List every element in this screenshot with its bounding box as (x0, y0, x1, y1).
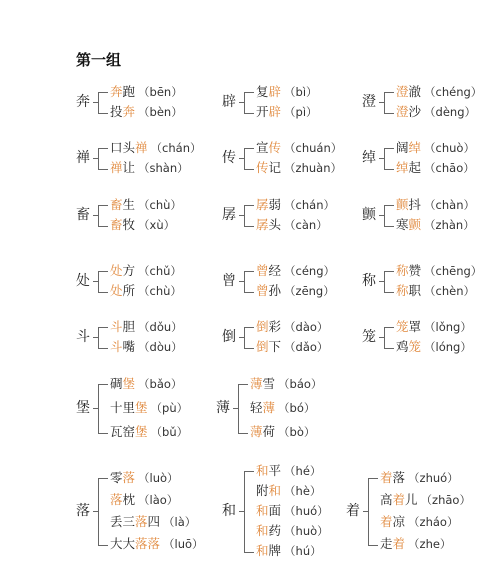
head-character: 孱 (222, 207, 236, 223)
polyphone-word (396, 160, 475, 176)
highlighted-character: 落 (122, 470, 136, 485)
word-suffix: 弱 (268, 197, 282, 212)
highlighted-character: 笼 (408, 339, 422, 354)
highlighted-character: 禅 (135, 140, 148, 155)
brace (244, 327, 254, 349)
polyphone-word (396, 319, 472, 335)
pinyin: （zhe） (408, 537, 452, 551)
brace (244, 205, 254, 227)
word-prefix: 投 (110, 104, 123, 119)
pinyin: （hé） (284, 464, 322, 478)
word-suffix: 职 (408, 283, 422, 298)
word-prefix: 寒 (396, 217, 409, 232)
highlighted-character: 堡 (135, 400, 148, 415)
brace (384, 205, 394, 227)
word-suffix: 记 (268, 160, 282, 175)
polyphone-word (250, 424, 315, 440)
brace (244, 92, 254, 114)
polyphone-word (110, 400, 188, 416)
highlighted-character: 倒 (256, 319, 269, 334)
pinyin: （chuán） (284, 141, 343, 155)
polyphone-word (110, 263, 182, 279)
polyphone-word (110, 339, 183, 355)
highlighted-character: 颤 (408, 217, 422, 232)
polyphone-word (110, 376, 182, 392)
pinyin: （chán） (150, 141, 202, 155)
pinyin: （zháo） (408, 515, 459, 529)
word-suffix: 沙 (408, 104, 422, 119)
word-suffix: 孙 (268, 283, 282, 298)
head-character: 禅 (76, 150, 90, 166)
polyphone-word (256, 217, 328, 233)
word-suffix: 所 (122, 283, 136, 298)
word-prefix: 瓦窑 (110, 424, 136, 439)
highlighted-character: 斗 (110, 319, 123, 334)
word-suffix: 牌 (268, 543, 282, 558)
pinyin: （huò） (284, 524, 329, 538)
pinyin: （dǎo） (284, 340, 329, 354)
polyphone-word (256, 339, 328, 355)
word-prefix: 高 (380, 492, 393, 507)
highlighted-character: 绰 (396, 160, 409, 175)
polyphone-word (256, 319, 328, 335)
pinyin: （chán） (284, 198, 335, 212)
word-prefix: 碉 (110, 376, 123, 391)
word-prefix: 附 (256, 483, 269, 498)
polyphone-word (396, 197, 475, 213)
polyphone-word (110, 160, 189, 176)
polyphone-word (250, 376, 322, 392)
head-character: 曾 (222, 273, 236, 289)
pinyin: （chǔ） (138, 264, 182, 278)
polyphone-word (110, 84, 183, 100)
polyphone-word (110, 470, 179, 486)
brace (244, 471, 254, 553)
highlighted-character: 澄 (396, 104, 409, 119)
polyphone-word (250, 400, 315, 416)
polyphone-word (110, 283, 182, 299)
word-prefix: 大大 (110, 536, 136, 551)
polyphone-word (256, 523, 329, 539)
head-character: 处 (76, 273, 90, 289)
head-character: 斗 (76, 329, 90, 345)
highlighted-character: 处 (110, 263, 123, 278)
pinyin: （bó） (278, 401, 316, 415)
head-character: 笼 (362, 329, 376, 345)
pinyin: （xù） (138, 218, 176, 232)
highlighted-character: 称 (396, 263, 409, 278)
highlighted-character: 落 (135, 514, 148, 529)
word-suffix: 枕 (122, 492, 136, 507)
highlighted-character: 处 (110, 283, 123, 298)
head-character: 着 (346, 503, 360, 519)
pinyin: （báo） (278, 377, 323, 391)
word-prefix: 口头 (110, 140, 136, 155)
highlighted-character: 着 (380, 470, 393, 485)
pinyin: （chàn） (424, 198, 475, 212)
head-character: 落 (76, 503, 90, 519)
pinyin: （pù） (150, 401, 189, 415)
polyphone-word (110, 536, 204, 552)
highlighted-character: 传 (268, 140, 282, 155)
polyphone-word (110, 319, 183, 335)
pinyin: （huó） (284, 504, 329, 518)
brace (384, 92, 394, 114)
polyphone-word (110, 424, 188, 440)
head-character: 薄 (216, 400, 230, 416)
highlighted-character: 和 (256, 543, 269, 558)
head-character: 倒 (222, 329, 236, 345)
brace (98, 148, 108, 170)
highlighted-character: 斗 (110, 339, 123, 354)
page-title: 第一组 (76, 51, 122, 69)
head-character: 奔 (76, 94, 90, 110)
pinyin: （zhuó） (408, 471, 459, 485)
pinyin: （lǒng） (424, 320, 472, 334)
brace (98, 205, 108, 227)
highlighted-character: 薄 (250, 376, 263, 391)
word-suffix: 经 (268, 263, 282, 278)
brace (384, 271, 394, 293)
head-character: 堡 (76, 400, 90, 416)
word-suffix: 方 (122, 263, 136, 278)
word-suffix: 雪 (262, 376, 276, 391)
head-character: 辟 (222, 94, 236, 110)
polyphone-word (256, 84, 318, 100)
head-character: 传 (222, 150, 236, 166)
highlighted-character: 称 (396, 283, 409, 298)
highlighted-character: 落 (110, 492, 123, 507)
pinyin: （chēng） (424, 264, 483, 278)
pinyin: （shàn） (138, 161, 189, 175)
word-suffix: 生 (122, 197, 136, 212)
pinyin: （zhàn） (424, 218, 475, 232)
head-character: 称 (362, 273, 376, 289)
pinyin: （bǔ） (150, 425, 189, 439)
word-suffix: 跑 (122, 84, 136, 99)
pinyin: （chéng） (424, 85, 483, 99)
polyphone-word (110, 217, 175, 233)
word-suffix: 四 (147, 514, 161, 529)
highlighted-character: 奔 (110, 84, 123, 99)
word-suffix: 牧 (122, 217, 136, 232)
polyphone-word (256, 197, 335, 213)
highlighted-character: 和 (256, 503, 269, 518)
word-suffix: 面 (268, 503, 282, 518)
word-prefix: 十里 (110, 400, 136, 415)
highlighted-character: 澄 (396, 84, 409, 99)
highlighted-character: 传 (256, 160, 269, 175)
highlighted-character: 禅 (110, 160, 123, 175)
polyphone-word (256, 503, 329, 519)
word-prefix: 零 (110, 470, 123, 485)
pinyin: （dèng） (424, 105, 476, 119)
head-character: 绰 (362, 150, 376, 166)
word-prefix: 轻 (250, 400, 263, 415)
highlighted-character: 堡 (122, 376, 136, 391)
highlighted-character: 薄 (250, 424, 263, 439)
highlighted-character: 倒 (256, 339, 269, 354)
pinyin: （céng） (284, 264, 336, 278)
word-suffix: 头 (268, 217, 282, 232)
highlighted-character: 颤 (396, 197, 409, 212)
pinyin: （bò） (278, 425, 316, 439)
word-suffix: 赞 (408, 263, 422, 278)
word-prefix: 走 (380, 536, 393, 551)
polyphone-word (396, 84, 482, 100)
highlighted-character: 和 (268, 483, 282, 498)
pinyin: （chāo） (424, 161, 475, 175)
highlighted-character: 孱 (256, 197, 269, 212)
head-character: 颤 (362, 207, 376, 223)
polyphone-word (396, 263, 482, 279)
pinyin: （lào） (138, 493, 179, 507)
highlighted-character: 堡 (135, 424, 148, 439)
word-prefix: 复 (256, 84, 269, 99)
word-prefix: 鸡 (396, 339, 409, 354)
pinyin: （bēn） (138, 85, 183, 99)
polyphone-word (110, 514, 196, 530)
head-character: 澄 (362, 94, 376, 110)
highlighted-character: 薄 (262, 400, 276, 415)
word-prefix: 阔 (396, 140, 409, 155)
pinyin: （chù） (138, 284, 182, 298)
polyphone-word (256, 283, 335, 299)
brace (238, 384, 248, 434)
polyphone-word (380, 492, 471, 508)
word-suffix: 凉 (392, 514, 406, 529)
brace (98, 478, 108, 546)
head-character: 和 (222, 503, 236, 519)
pinyin: （dào） (284, 320, 329, 334)
pinyin: （zēng） (284, 284, 335, 298)
polyphone-word (110, 140, 201, 156)
polyphone-word (380, 536, 451, 552)
polyphone-word (396, 339, 472, 355)
word-suffix: 药 (268, 523, 282, 538)
word-suffix: 荷 (262, 424, 276, 439)
pinyin: （hú） (284, 544, 322, 558)
highlighted-character: 落落 (135, 536, 161, 551)
word-suffix: 胆 (122, 319, 136, 334)
brace (98, 92, 108, 114)
pinyin: （càn） (284, 218, 328, 232)
polyphone-word (256, 483, 321, 499)
word-suffix: 嘴 (122, 339, 136, 354)
highlighted-character: 和 (256, 463, 269, 478)
pinyin: （dǒu） (138, 320, 183, 334)
polyphone-word (110, 104, 183, 120)
polyphone-word (396, 104, 476, 120)
pinyin: （bǎo） (138, 377, 183, 391)
polyphone-word (380, 470, 459, 486)
polyphone-word (396, 140, 475, 156)
word-suffix: 平 (268, 463, 282, 478)
polyphone-word (256, 463, 321, 479)
brace (98, 384, 108, 434)
polyphone-word (396, 283, 475, 299)
word-suffix: 让 (122, 160, 136, 175)
brace (384, 148, 394, 170)
pinyin: （bèn） (138, 105, 183, 119)
pinyin: （luò） (138, 471, 179, 485)
polyphone-word (256, 104, 318, 120)
head-character: 畜 (76, 207, 90, 223)
polyphone-word (396, 217, 475, 233)
pinyin: （zhuàn） (284, 161, 342, 175)
pinyin: （bì） (284, 85, 318, 99)
highlighted-character: 辟 (268, 104, 282, 119)
pinyin: （chèn） (424, 284, 476, 298)
highlighted-character: 畜 (110, 197, 123, 212)
word-prefix: 宣 (256, 140, 269, 155)
pinyin: （chù） (138, 198, 182, 212)
polyphone-word (256, 140, 342, 156)
polyphone-word (380, 514, 458, 530)
polyphone-word (110, 492, 178, 508)
word-prefix: 丢三 (110, 514, 136, 529)
word-suffix: 落 (392, 470, 406, 485)
highlighted-character: 绰 (408, 140, 422, 155)
polyphone-word (256, 543, 322, 559)
highlighted-character: 着 (392, 536, 406, 551)
brace (98, 327, 108, 349)
polyphone-word (256, 160, 342, 176)
pinyin: （zhāo） (420, 493, 471, 507)
pinyin: （pì） (284, 105, 318, 119)
highlighted-character: 着 (392, 492, 406, 507)
highlighted-character: 曾 (256, 283, 269, 298)
pinyin: （là） (163, 515, 197, 529)
highlighted-character: 曾 (256, 263, 269, 278)
word-suffix: 罩 (408, 319, 422, 334)
polyphone-word (110, 197, 182, 213)
word-suffix: 彩 (268, 319, 282, 334)
brace (368, 478, 378, 546)
word-suffix: 起 (408, 160, 422, 175)
pinyin: （hè） (284, 484, 322, 498)
highlighted-character: 辟 (268, 84, 282, 99)
highlighted-character: 着 (380, 514, 393, 529)
word-suffix: 抖 (408, 197, 422, 212)
highlighted-character: 奔 (122, 104, 136, 119)
word-suffix: 儿 (405, 492, 418, 507)
word-prefix: 开 (256, 104, 269, 119)
highlighted-character: 孱 (256, 217, 269, 232)
highlighted-character: 和 (256, 523, 269, 538)
word-suffix: 下 (268, 339, 282, 354)
brace (98, 271, 108, 293)
pinyin: （chuò） (424, 141, 475, 155)
highlighted-character: 畜 (110, 217, 123, 232)
word-suffix: 澈 (408, 84, 422, 99)
highlighted-character: 笼 (396, 319, 409, 334)
brace (244, 148, 254, 170)
pinyin: （dòu） (138, 340, 183, 354)
brace (244, 271, 254, 293)
brace (384, 327, 394, 349)
polyphone-word (256, 263, 335, 279)
pinyin: （luō） (163, 537, 204, 551)
pinyin: （lóng） (424, 340, 472, 354)
